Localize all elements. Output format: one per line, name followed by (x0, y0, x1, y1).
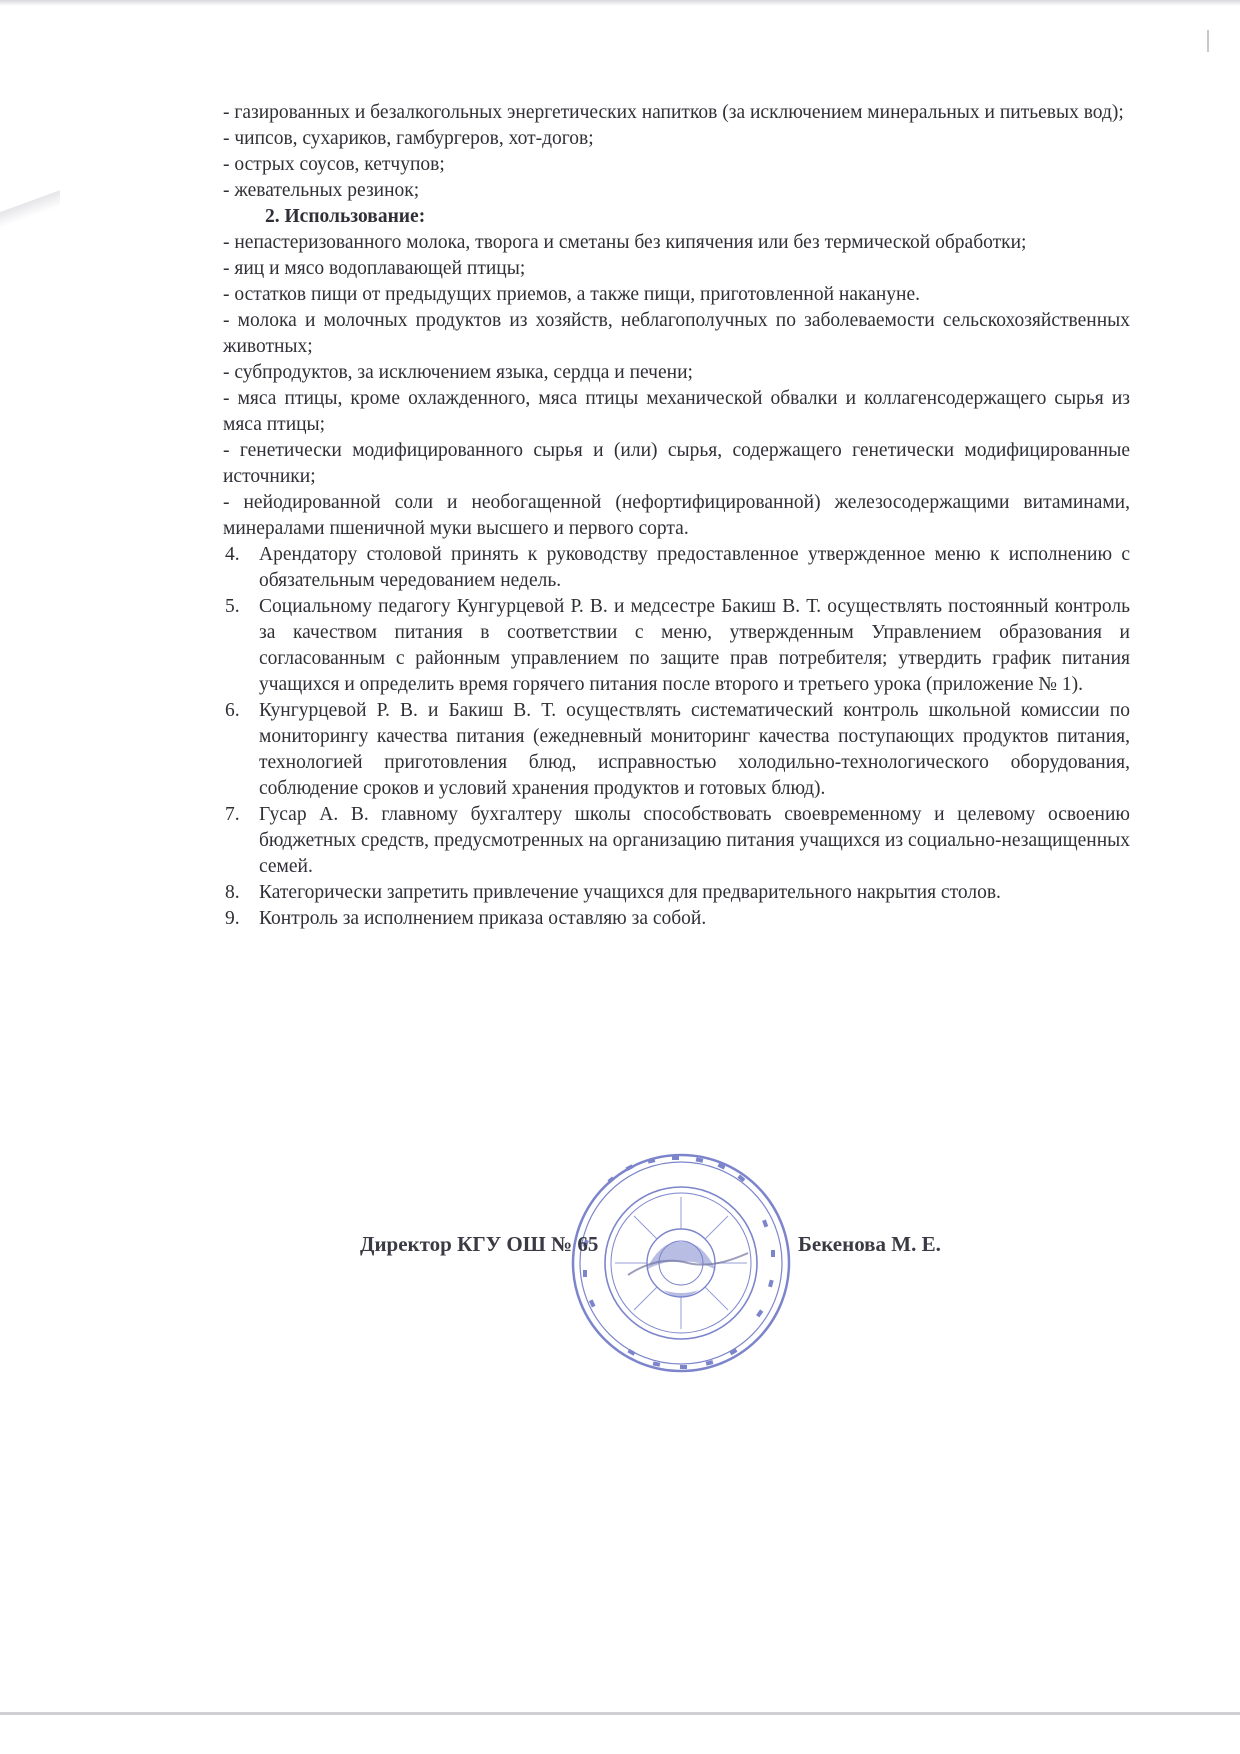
list-item: - субпродуктов, за исключением языка, сердца и печени; (223, 362, 693, 383)
numbered-item (223, 802, 1130, 880)
item-number: 5. (225, 596, 240, 617)
scan-edge-left (0, 150, 60, 240)
item-number: 4. (225, 544, 240, 565)
list-item: - яиц и мясо водоплавающей птицы; (223, 258, 526, 279)
official-seal-icon (568, 1150, 794, 1376)
numbered-list (223, 542, 1130, 932)
item-text: Категорически запретить привлечение учащихся для предварительного накрытия столов. (259, 882, 1001, 903)
section-heading: 2. Использование: (265, 206, 426, 227)
numbered-item (223, 906, 1130, 932)
list-item: - молока и молочных продуктов из хозяйств, неблагополучных по заболеваемости сельскохозяйственных животных; (223, 310, 1130, 357)
numbered-item (223, 542, 1130, 594)
list-item: - непастеризованного молока, творога и сметаны без кипячения или без термической обработки; (223, 232, 1027, 253)
item-text: Арендатору столовой принять к руководству предоставленное утвержденное меню к исполнению с обязательным чередованием недель. (259, 544, 1130, 591)
list-item: - газированных и безалкогольных энергетических напитков (за исключением минеральных и питьевых вод); (223, 102, 1124, 123)
signature-name: Бекенова М. Е. (798, 1232, 941, 1256)
list-item: - остатков пищи от предыдущих приемов, а также пищи, приготовленной накануне. (223, 284, 920, 305)
scan-edge-top (0, 0, 1240, 6)
item-text: Социальному педагогу Кунгурцевой Р. В. и медсестре Бакиш В. Т. осуществлять постоянный контроль за качеством питания в соответствии с меню, утвержденным Управлением образования и согласованным с районным управлением по защите прав потребителя; утвердить график питания учащихся и определить время горячего питания после второго и третьего урока (приложение № 1). (259, 596, 1130, 695)
item-text: Контроль за исполнением приказа оставляю за собой. (259, 908, 707, 929)
item-text: Кунгурцевой Р. В. и Бакиш В. Т. осуществлять систематический контроль школьной комиссии по мониторингу качества питания (ежедневный мониторинг качества поступающих продуктов питания, технологией приготовления блюд, исправностью холодильно-технологического оборудования, соблюдение сроков и условий хранения продуктов и готовых блюд). (259, 700, 1130, 799)
numbered-item (223, 698, 1130, 802)
scan-edge-bottom (0, 1712, 1240, 1715)
item-text: Гусар А. В. главному бухгалтеру школы способствовать своевременному и целевому освоению бюджетных средств, предусмотренных на организацию питания учащихся из социально-незащищенных семей. (259, 804, 1130, 877)
numbered-item (223, 880, 1130, 906)
list-item: - мяса птицы, кроме охлажденного, мяса птицы механической обвалки и коллагенсодержащего сырья из мяса птицы; (223, 388, 1130, 435)
item-number: 7. (225, 804, 240, 825)
document-body (223, 100, 1130, 932)
list-item: - чипсов, сухариков, гамбургеров, хот-догов; (223, 128, 594, 149)
signature-role: Директор КГУ ОШ № 65 (360, 1232, 599, 1256)
list-item: - жевательных резинок; (223, 180, 420, 201)
item-number: 9. (225, 908, 240, 929)
item-number: 8. (225, 882, 240, 903)
item-number: 6. (225, 700, 240, 721)
list-item: - острых соусов, кетчупов; (223, 154, 445, 175)
list-item: - генетически модифицированного сырья и (или) сырья, содержащего генетически модифицированные источники; (223, 440, 1130, 487)
numbered-item (223, 594, 1130, 698)
list-item: - нейодированной соли и необогащенной (нефортифицированной) железосодержащими витаминами, минералами пшеничной муки высшего и первого сорта. (223, 492, 1130, 539)
scan-mark (1207, 30, 1209, 52)
